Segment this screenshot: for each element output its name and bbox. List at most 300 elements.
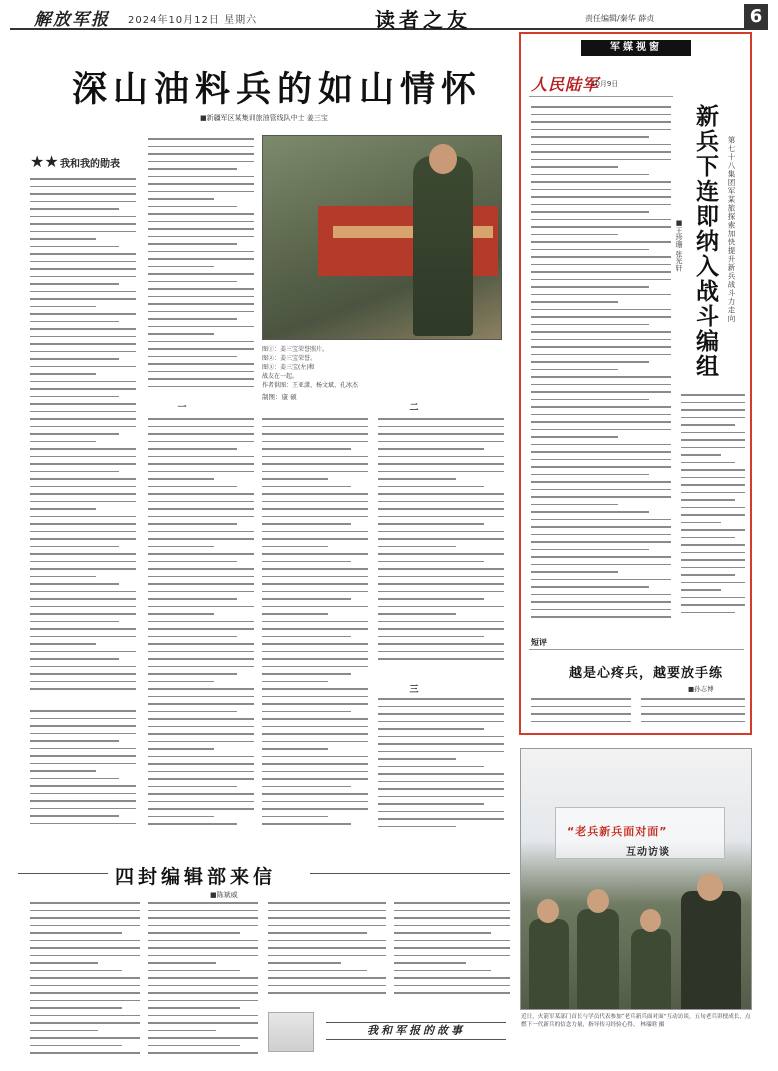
text-line — [148, 546, 214, 548]
text-line — [531, 496, 671, 498]
letters-column-2 — [148, 902, 258, 1060]
text-line — [268, 902, 386, 904]
text-line — [148, 823, 237, 825]
photo-caption — [262, 345, 502, 390]
text-line — [378, 826, 456, 828]
text-line — [681, 439, 745, 441]
text-line — [148, 591, 254, 593]
text-line — [30, 531, 136, 533]
text-line — [378, 433, 504, 435]
text-line — [262, 576, 368, 578]
text-line — [262, 741, 368, 743]
text-line — [148, 333, 214, 335]
article-column-4b — [378, 698, 504, 838]
text-line — [148, 576, 254, 578]
text-line — [378, 758, 456, 760]
text-line — [30, 336, 136, 338]
text-line — [148, 258, 254, 260]
letters-column-4 — [394, 902, 510, 1002]
text-line — [531, 144, 671, 146]
text-line — [30, 501, 136, 503]
text-line — [262, 508, 368, 510]
text-line — [681, 507, 745, 509]
text-line — [262, 748, 328, 750]
text-line — [148, 711, 237, 713]
text-line — [394, 940, 510, 942]
text-line — [531, 384, 671, 386]
text-line — [531, 571, 618, 573]
text-line — [378, 448, 484, 450]
text-line — [262, 681, 328, 683]
sidebar-headline: 新兵下连即纳入战斗编组 — [692, 104, 718, 379]
text-line — [148, 1037, 258, 1039]
short-review-title: 越是心疼兵，越要放手练 — [569, 666, 724, 681]
text-line — [148, 1007, 240, 1009]
text-line — [30, 253, 136, 255]
text-line — [681, 454, 721, 456]
text-line — [148, 243, 237, 245]
interview-photo — [520, 748, 752, 1010]
text-line — [30, 636, 136, 638]
text-line — [30, 823, 136, 825]
text-line — [378, 591, 504, 593]
text-line — [30, 223, 136, 225]
text-line — [378, 643, 504, 645]
text-line — [148, 508, 254, 510]
text-line — [30, 962, 98, 964]
text-line — [681, 424, 735, 426]
text-line — [30, 628, 136, 630]
text-line — [148, 433, 254, 435]
text-line — [262, 561, 351, 563]
text-line — [378, 508, 504, 510]
text-line — [30, 755, 136, 757]
text-line — [30, 231, 136, 233]
text-line — [531, 339, 671, 341]
short-review-body-right — [641, 698, 745, 732]
text-line — [148, 486, 237, 488]
text-line — [394, 917, 510, 919]
text-line — [531, 601, 671, 603]
text-line — [531, 106, 671, 108]
text-line — [262, 606, 368, 608]
text-line — [531, 466, 671, 468]
article-subhead — [30, 152, 150, 170]
text-line — [531, 249, 649, 251]
text-line — [30, 613, 136, 615]
text-line — [681, 462, 735, 464]
text-line — [681, 469, 745, 471]
text-line — [378, 621, 504, 623]
text-line — [394, 925, 510, 927]
text-line — [30, 770, 96, 772]
text-line — [531, 399, 649, 401]
letters-rule-left — [18, 873, 108, 874]
text-line — [30, 902, 140, 904]
text-line — [531, 271, 671, 273]
page-header — [10, 4, 768, 30]
photo-credit: 作者供图：王亚潇、杨文斌、孔冰杰 — [262, 382, 359, 389]
text-line — [148, 688, 254, 690]
text-line — [531, 414, 671, 416]
text-line — [531, 519, 671, 521]
text-line — [262, 816, 328, 818]
text-line — [531, 354, 671, 356]
text-line — [378, 576, 504, 578]
photo-soldier-head — [429, 144, 457, 174]
editors-credit: 责任编辑/秦华 薛贞 — [585, 14, 655, 23]
text-line — [148, 910, 258, 912]
text-line — [394, 955, 510, 957]
text-line — [30, 246, 119, 248]
story-column-title: 我和军报的故事 — [326, 1022, 506, 1040]
text-line — [262, 673, 351, 675]
text-line — [30, 1037, 140, 1039]
text-line — [148, 363, 254, 365]
text-line — [148, 786, 237, 788]
text-line — [681, 447, 745, 449]
text-line — [262, 793, 368, 795]
text-line — [394, 970, 491, 972]
text-line — [531, 361, 649, 363]
text-line — [394, 947, 510, 949]
text-line — [148, 371, 254, 373]
text-line — [30, 463, 136, 465]
text-line — [148, 756, 254, 758]
caption-line: 战友在一起。 — [262, 373, 299, 380]
text-line — [394, 962, 466, 964]
text-line — [30, 493, 136, 495]
caption-line: 图①：姜三宝荣誉照片。 — [262, 346, 329, 353]
short-review-rule — [529, 649, 744, 650]
text-line — [681, 544, 745, 546]
text-line — [30, 508, 96, 510]
text-line — [531, 369, 618, 371]
text-line — [531, 256, 671, 258]
text-line — [378, 788, 504, 790]
text-line — [148, 726, 254, 728]
text-line — [30, 910, 140, 912]
text-line — [268, 955, 386, 957]
text-line — [378, 628, 504, 630]
text-line — [148, 955, 258, 957]
interview-person-head — [537, 899, 559, 923]
text-line — [531, 279, 671, 281]
text-line — [681, 432, 745, 434]
letters-column-3 — [268, 902, 386, 1002]
text-line — [30, 238, 96, 240]
source-rule — [529, 96, 673, 97]
text-line — [262, 583, 368, 585]
sidebar-article-body-right — [681, 394, 745, 624]
text-line — [531, 556, 671, 558]
text-line — [30, 186, 136, 188]
text-line — [148, 613, 214, 615]
text-line — [148, 516, 254, 518]
text-line — [148, 538, 254, 540]
text-line — [531, 541, 671, 543]
text-line — [262, 718, 368, 720]
text-line — [681, 559, 745, 561]
newspaper-logo: 解放军报 — [34, 10, 110, 30]
text-line — [148, 793, 254, 795]
text-line — [148, 341, 254, 343]
text-line — [30, 441, 96, 443]
text-line — [148, 628, 254, 630]
text-line — [148, 673, 237, 675]
text-line — [30, 606, 136, 608]
text-line — [30, 523, 136, 525]
text-line — [378, 561, 484, 563]
text-line — [148, 386, 254, 388]
text-line — [262, 786, 351, 788]
text-line — [30, 313, 136, 315]
text-line — [30, 733, 136, 735]
graphic-editor: 制图：康 硕 — [262, 393, 297, 401]
text-line — [262, 553, 368, 555]
text-line — [30, 456, 136, 458]
text-line — [268, 917, 386, 919]
text-line — [30, 591, 136, 593]
text-line — [378, 766, 484, 768]
text-line — [30, 268, 136, 270]
text-line — [531, 526, 671, 528]
text-line — [394, 910, 510, 912]
text-line — [148, 681, 214, 683]
text-line — [531, 713, 631, 715]
text-line — [148, 273, 254, 275]
text-line — [148, 1052, 258, 1054]
text-line — [30, 970, 122, 972]
text-line — [531, 234, 618, 236]
text-line — [148, 651, 254, 653]
text-line — [30, 433, 119, 435]
text-line — [531, 549, 649, 551]
interview-person — [681, 891, 741, 1009]
newspaper-thumbnail — [268, 1012, 314, 1052]
text-line — [30, 925, 140, 927]
text-line — [30, 381, 136, 383]
sidebar-subheadline: 第七十八集团军某旅探索加快提升新兵战斗力走向 — [727, 136, 736, 323]
text-line — [681, 492, 745, 494]
text-line — [30, 681, 136, 683]
text-line — [378, 698, 504, 700]
text-line — [681, 597, 745, 599]
text-line — [378, 546, 456, 548]
text-line — [30, 815, 119, 817]
text-line — [30, 388, 136, 390]
text-line — [148, 326, 254, 328]
text-line — [148, 771, 254, 773]
text-line — [148, 378, 254, 380]
article-column-1b — [30, 710, 136, 835]
text-line — [148, 448, 237, 450]
text-line — [148, 303, 254, 305]
text-line — [30, 351, 136, 353]
text-line — [148, 1015, 258, 1017]
text-line — [531, 579, 671, 581]
text-line — [531, 706, 631, 708]
text-line — [30, 216, 136, 218]
text-line — [30, 793, 136, 795]
text-line — [378, 463, 504, 465]
text-line — [378, 441, 504, 443]
text-line — [30, 658, 119, 660]
text-line — [531, 564, 671, 566]
text-line — [268, 985, 386, 987]
text-line — [378, 568, 504, 570]
text-line — [531, 481, 671, 483]
section-marker-2: 二 — [409, 403, 419, 413]
text-line — [262, 538, 368, 540]
text-line — [30, 1022, 140, 1024]
text-line — [30, 1052, 140, 1054]
text-line — [531, 721, 631, 723]
text-line — [148, 441, 254, 443]
text-line — [30, 932, 122, 934]
text-line — [148, 733, 254, 735]
text-line — [148, 553, 254, 555]
text-line — [262, 711, 351, 713]
text-line — [641, 721, 745, 723]
text-line — [268, 977, 386, 979]
text-line — [148, 138, 254, 140]
text-line — [148, 501, 254, 503]
text-line — [148, 168, 237, 170]
text-line — [262, 501, 368, 503]
text-line — [378, 651, 504, 653]
text-line — [148, 962, 216, 964]
text-line — [148, 970, 240, 972]
text-line — [378, 818, 504, 820]
text-line — [681, 394, 745, 396]
text-line — [148, 176, 254, 178]
text-line — [681, 537, 735, 539]
text-line — [30, 283, 119, 285]
text-line — [148, 917, 258, 919]
text-line — [148, 696, 254, 698]
text-line — [30, 516, 136, 518]
text-line — [148, 198, 214, 200]
text-line — [148, 718, 254, 720]
text-line — [30, 261, 136, 263]
text-line — [531, 474, 649, 476]
people-army-logo: 人民陆军 — [531, 75, 600, 94]
text-line — [262, 463, 368, 465]
text-line — [262, 441, 368, 443]
text-line — [30, 553, 136, 555]
text-line — [531, 159, 671, 161]
text-line — [378, 486, 484, 488]
text-line — [30, 785, 136, 787]
text-line — [531, 459, 671, 461]
text-line — [531, 129, 671, 131]
text-line — [378, 713, 504, 715]
text-line — [148, 940, 258, 942]
text-line — [30, 471, 119, 473]
text-line — [531, 698, 631, 700]
text-line — [30, 666, 136, 668]
text-line — [531, 286, 649, 288]
text-line — [681, 589, 721, 591]
section-marker-1: 一 — [177, 403, 187, 413]
text-line — [148, 456, 254, 458]
text-line — [531, 616, 671, 618]
text-line — [262, 808, 368, 810]
text-line — [681, 417, 745, 419]
soldier-photo — [262, 135, 502, 340]
text-line — [531, 421, 671, 423]
text-line — [262, 801, 368, 803]
text-line — [30, 291, 136, 293]
text-line — [262, 546, 328, 548]
text-line — [378, 553, 504, 555]
text-line — [30, 800, 136, 802]
text-line — [394, 985, 510, 987]
text-line — [30, 373, 96, 375]
text-line — [531, 376, 671, 378]
text-line — [378, 501, 504, 503]
text-line — [30, 1007, 122, 1009]
text-line — [30, 366, 136, 368]
text-line — [148, 191, 254, 193]
text-line — [378, 743, 504, 745]
text-line — [262, 651, 368, 653]
text-line — [30, 358, 119, 360]
text-line — [378, 706, 504, 708]
section-marker-3: 三 — [409, 685, 419, 695]
text-line — [30, 940, 140, 942]
text-line — [30, 710, 136, 712]
text-line — [531, 301, 618, 303]
text-line — [148, 932, 240, 934]
interview-person — [577, 909, 619, 1009]
text-line — [531, 219, 671, 221]
short-review-body-left — [531, 698, 631, 732]
text-line — [148, 748, 214, 750]
text-line — [531, 114, 671, 116]
text-line — [681, 514, 745, 516]
text-line — [30, 178, 136, 180]
interview-title: “老兵新兵面对面” — [567, 825, 668, 838]
text-line — [148, 808, 254, 810]
text-line — [148, 598, 237, 600]
text-line — [148, 1022, 258, 1024]
text-line — [531, 309, 671, 311]
main-article-byline: ■新疆军区某集训旅油管线队中士 姜三宝 — [200, 114, 328, 122]
text-line — [30, 917, 140, 919]
text-line — [268, 947, 386, 949]
text-line — [262, 756, 368, 758]
text-line — [262, 666, 368, 668]
text-line — [148, 161, 254, 163]
text-line — [148, 985, 258, 987]
text-line — [378, 811, 504, 813]
text-line — [531, 294, 671, 296]
text-line — [30, 977, 140, 979]
text-line — [262, 771, 368, 773]
text-line — [30, 688, 136, 690]
text-line — [531, 436, 618, 438]
text-line — [262, 598, 351, 600]
text-line — [30, 193, 136, 195]
text-line — [268, 962, 341, 964]
text-line — [531, 451, 671, 453]
text-line — [262, 426, 368, 428]
interview-person-head — [587, 889, 609, 913]
text-line — [148, 236, 254, 238]
text-line — [378, 736, 504, 738]
